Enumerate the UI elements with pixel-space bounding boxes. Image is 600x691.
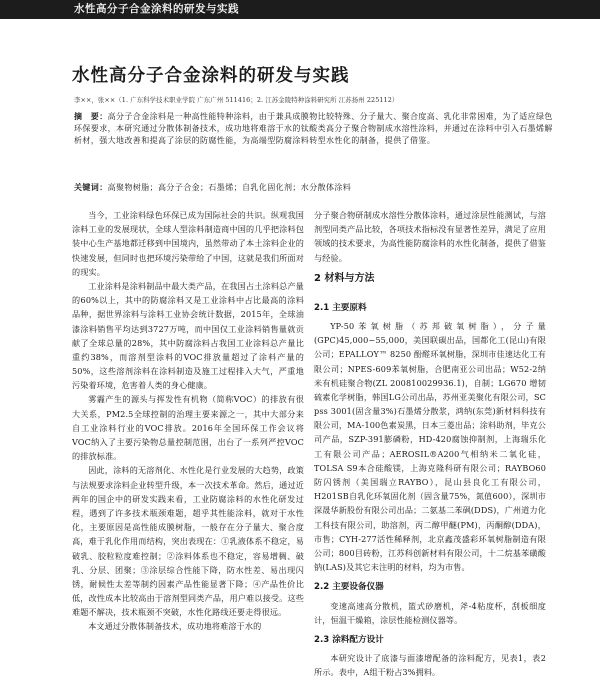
subsection-heading: 2.2 主要设备仪器 — [314, 582, 384, 593]
body-paragraph: 雾霾产生的源头与挥发性有机物（简称VOC）的排放有很大关系，PM2.5全球控制的治理主要来源之一，其中大部分来自工业涂料行业的VOC排放。2016年全国环保工作会议将VOC纳入了主要污染物总量控制范围，出台了一系列严控VOC的排放标准。 — [72, 394, 304, 462]
body-paragraph: 当今，工业涂料绿色环保已成为国际社会的共识。纵观我国涂料工业的发展现状，全球人型涂料制造商中国的几乎把涂料包装中心生产基地都迁移到中国境内，虽然带动了本土涂料企业的快速发展，但同时也把环境污染带给了中国，这就是我们所面对的现实。 — [72, 210, 304, 277]
section-heading: 2 材料与方法 — [314, 272, 375, 284]
keywords-label: 关键词： — [74, 183, 108, 192]
keywords-text: 高聚物树脂；高分子合金；石墨烯；自乳化固化剂；水分散体涂料 — [107, 183, 352, 192]
article-title: 水性高分子合金涂料的研发与实践 — [72, 66, 350, 86]
abstract-label: 摘 要： — [74, 112, 108, 121]
author-affiliation: 李××，张××（1. 广东科学技术职业学院 广东广州 511416；2. 江苏金陵特种涂料研究所 江苏扬州 225112） — [74, 96, 399, 104]
abstract-text: 高分子合金涂料是一种高性能特种涂料，由于兼具成膜物比较特殊、分子量大、聚合度高、乳化非常困难，为了适应绿色环保要求，本研究通过分散体制备技术，成功地将难溶于水的钛酸类高分子聚合物制成水溶性涂料，并通过在涂料中引入石墨烯解析材，强大地改善和提高了涂层的防腐性能，为高端型防腐涂料转型水性化的制备，提供了借鉴。 — [74, 112, 553, 146]
body-paragraph: 因此，涂料的无溶剂化、水性化是行业发展的大趋势，政策与法规要求涂料企业转型升级，本一次技术革命。然后，通过近两年的国企中的研发实践来看，工业防腐涂料的水性化研发过程，遇到了许多技术瓶颈难题，超乎其性能涂料，就对于水性化，主要原因是高性能成膜树脂，一般存在分子量大、聚合度高，难于乳化作用而结构，突出表现在：①乳液体系不稳定，易破乳、胶粒粒度难控制；②涂料体系也不稳定，容易增稠、破乳、分层、团聚；③涂层综合性能下降，防水性差、易出现闪锈，耐候性太差等制约因素产品性能显著下降；④产品性价比低，改性成本比较高由于溶剂型同类产品，用户难以接受。这些难题不解决，技术瓶颈不突破，水性化路线还要走得很远。 — [72, 465, 304, 618]
body-paragraph: 分子聚合物研制成水溶性分散体涂料，通过涂层性能测试，与溶剂型同类产品比较，各项技术指标没有显著性差异，满足了应用领域的技术要求，为高性能防腐涂料的水性化制备，提供了借鉴与经验。 — [314, 210, 546, 263]
running-header: 水性高分子合金涂料的研发与实践 — [0, 0, 600, 19]
subsection-heading: 2.1 主要原料 — [314, 302, 367, 313]
body-paragraph: 本文通过分散体制备技术，成功地将难溶于水的 — [88, 621, 262, 632]
formula-paragraph: 本研究设计了底漆与面漆增配备的涂料配方，见表1，表2所示。表中，A组干粉占3%拥料。 — [314, 653, 546, 678]
left-column — [72, 208, 304, 634]
materials-paragraph: YP-50苯氧树脂（苏邦破氧树脂），分子量(GPC)45,000~55,000，美国联碳出品，国都化工(昆山)有限公司；EPALLOY™ 8250 酚醛环氧树脂，深圳市佳速达化工有限公司；NPES-609苯氧树脂，合肥南亚公司出品；W52-2纳米有机硅聚合物(ZL 200810029936.1)，自制；LG670 增韧硫素化学树脂，韩国LG公司出品，苏州亚美聚化有限公司，SC pss 3001(固含量3%)石墨烯分散浆，鸿纳(东莞)新材料科技有限公司，MA-100色素炭黑，日本三菱出品；涂料助剂，毕克公司产品，SZP-391膨磷粉，HD-420腐蚀抑制剂，上海瑞乐化工有限公司产品；AEROSIL®A200气相纳米二氧化硅，TOLSA S9本合硅酸镁，上海克隆科研有限公司；RAYBO60防闪锈剂（美国瑞立RAYBO），昆山县良化工有限公司，H201SB自乳化环氧固化剂（固含量75%，氮值600），深圳市深晟华新股份有限公司出品；二氨基二苯砜(DDS)，广州道力化工科技有限公司，助溶剂，丙二醇甲醚(PM)，丙酮醇(DDA)，市售；CYH-277活性稀释剂，北京鑫茂盛彩环氧树脂制造有限公司；800目砖粉，江苏科创新材料有限公司，十二烷基苯磺酸钠(LAS)及其它未注明的材料，均为市售。 — [314, 320, 546, 573]
abstract — [74, 111, 560, 147]
subsection-heading: 2.3 涂料配方设计 — [314, 634, 384, 645]
right-column — [314, 208, 546, 679]
keywords — [74, 182, 560, 194]
equipment-paragraph: 变速高速高分散机，篮式砂磨机，斧-4粘度杯，刮板细度计，恒温干燥箱，涂层性能检测仪器等。 — [314, 600, 546, 625]
body-paragraph: 工业涂料是涂料制品中最大类产品，在我国占土涂料总产量的60%以上，其中的防腐涂料又是工业涂料中占比最高的涂料品种，据世界涂料与涂料工业协会统计数据，2015年，全球油漆涂料销售平均达到3727万吨，而中国仅工业涂料销售量就贡献了全球总量的28%，其中防腐涂料占我国工业涂料总产量比重约38%，而溶剂型涂料的VOC排放量超过了涂料产量的50%，这些溶剂涂料在涂料制造及施工过程排入大气，严重地污染着环境，危害着人类的身心健康。 — [72, 280, 304, 391]
